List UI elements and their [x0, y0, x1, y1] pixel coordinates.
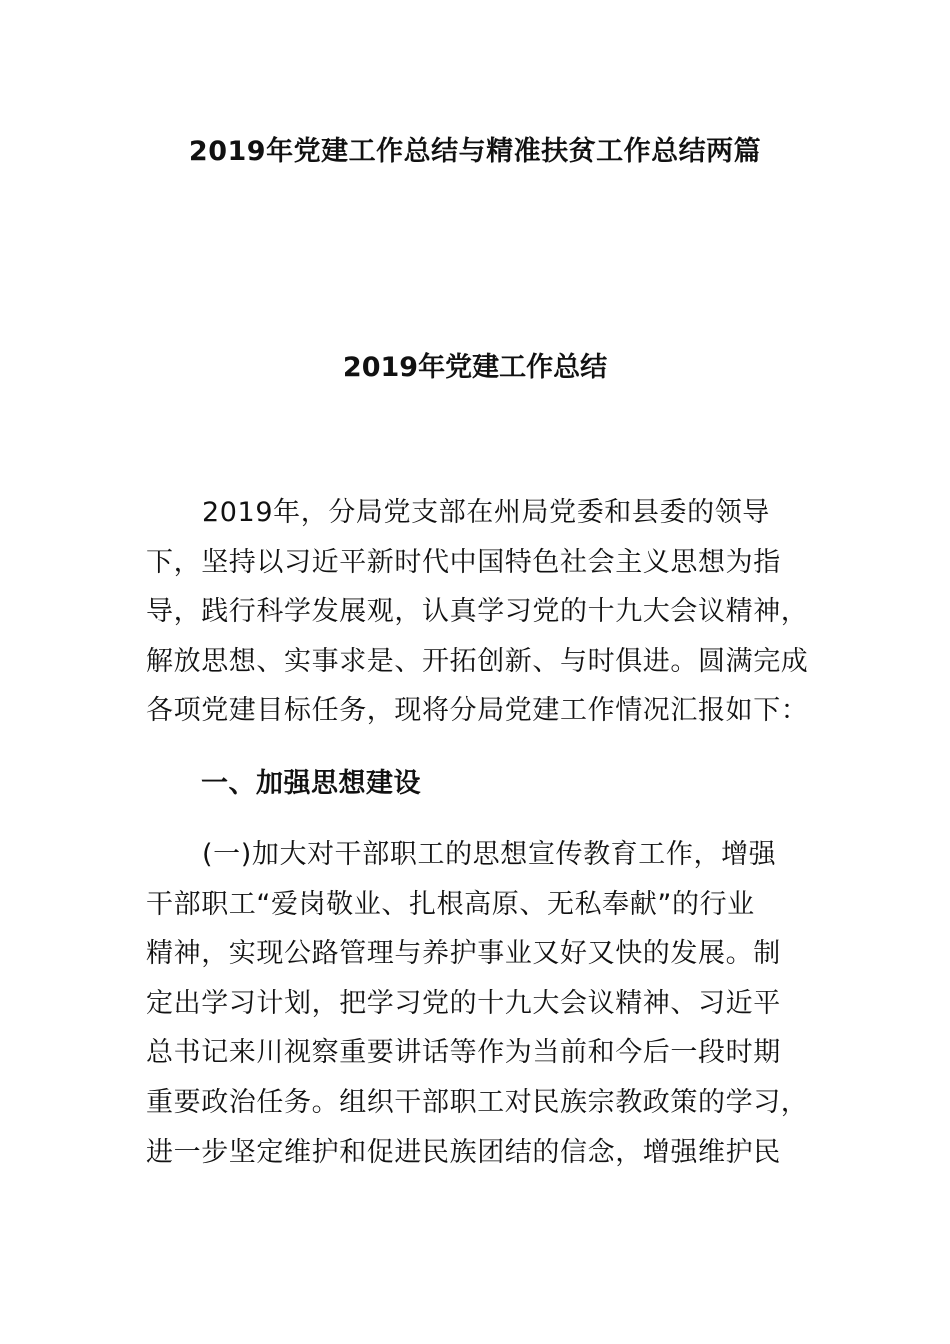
paragraph-line: 各项党建目标任务，现将分局党建工作情况汇报如下：	[146, 695, 809, 727]
paragraph-ideology-education	[146, 830, 816, 1177]
section-title: 2019年党建工作总结	[342, 352, 608, 383]
paragraph-line: 总书记来川视察重要讲话等作为当前和今后一段时期	[146, 1037, 781, 1069]
paragraph-line: 定出学习计划，把学习党的十九大会议精神、习近平	[146, 987, 781, 1019]
paragraph-line: 进一步坚定维护和促进民族团结的信念，增强维护民	[146, 1136, 781, 1168]
paragraph-line: 2019年，分局党支部在州局党委和县委的领导	[202, 497, 770, 528]
paragraph-line: 精神，实现公路管理与养护事业又好又快的发展。制	[146, 938, 781, 970]
document-title: 2019年党建工作总结与精准扶贫工作总结两篇	[188, 136, 762, 167]
heading-ideology-building: 一、加强思想建设	[201, 768, 421, 799]
paragraph-line: 下，坚持以习近平新时代中国特色社会主义思想为指	[146, 546, 781, 578]
paragraph-line: 导，践行科学发展观，认真学习党的十九大会议精神，	[146, 596, 809, 628]
paragraph-line: 干部职工“爱岗敬业、扎根高原、无私奉献”的行业	[146, 888, 755, 920]
paragraph-line: (一)加大对干部职工的思想宣传教育工作，增强	[202, 839, 777, 870]
paragraph-line: 重要政治任务。组织干部职工对民族宗教政策的学习，	[146, 1086, 809, 1118]
paragraph-intro	[146, 488, 816, 736]
paragraph-line: 解放思想、实事求是、开拓创新、与时俱进。圆满完成	[146, 645, 809, 677]
